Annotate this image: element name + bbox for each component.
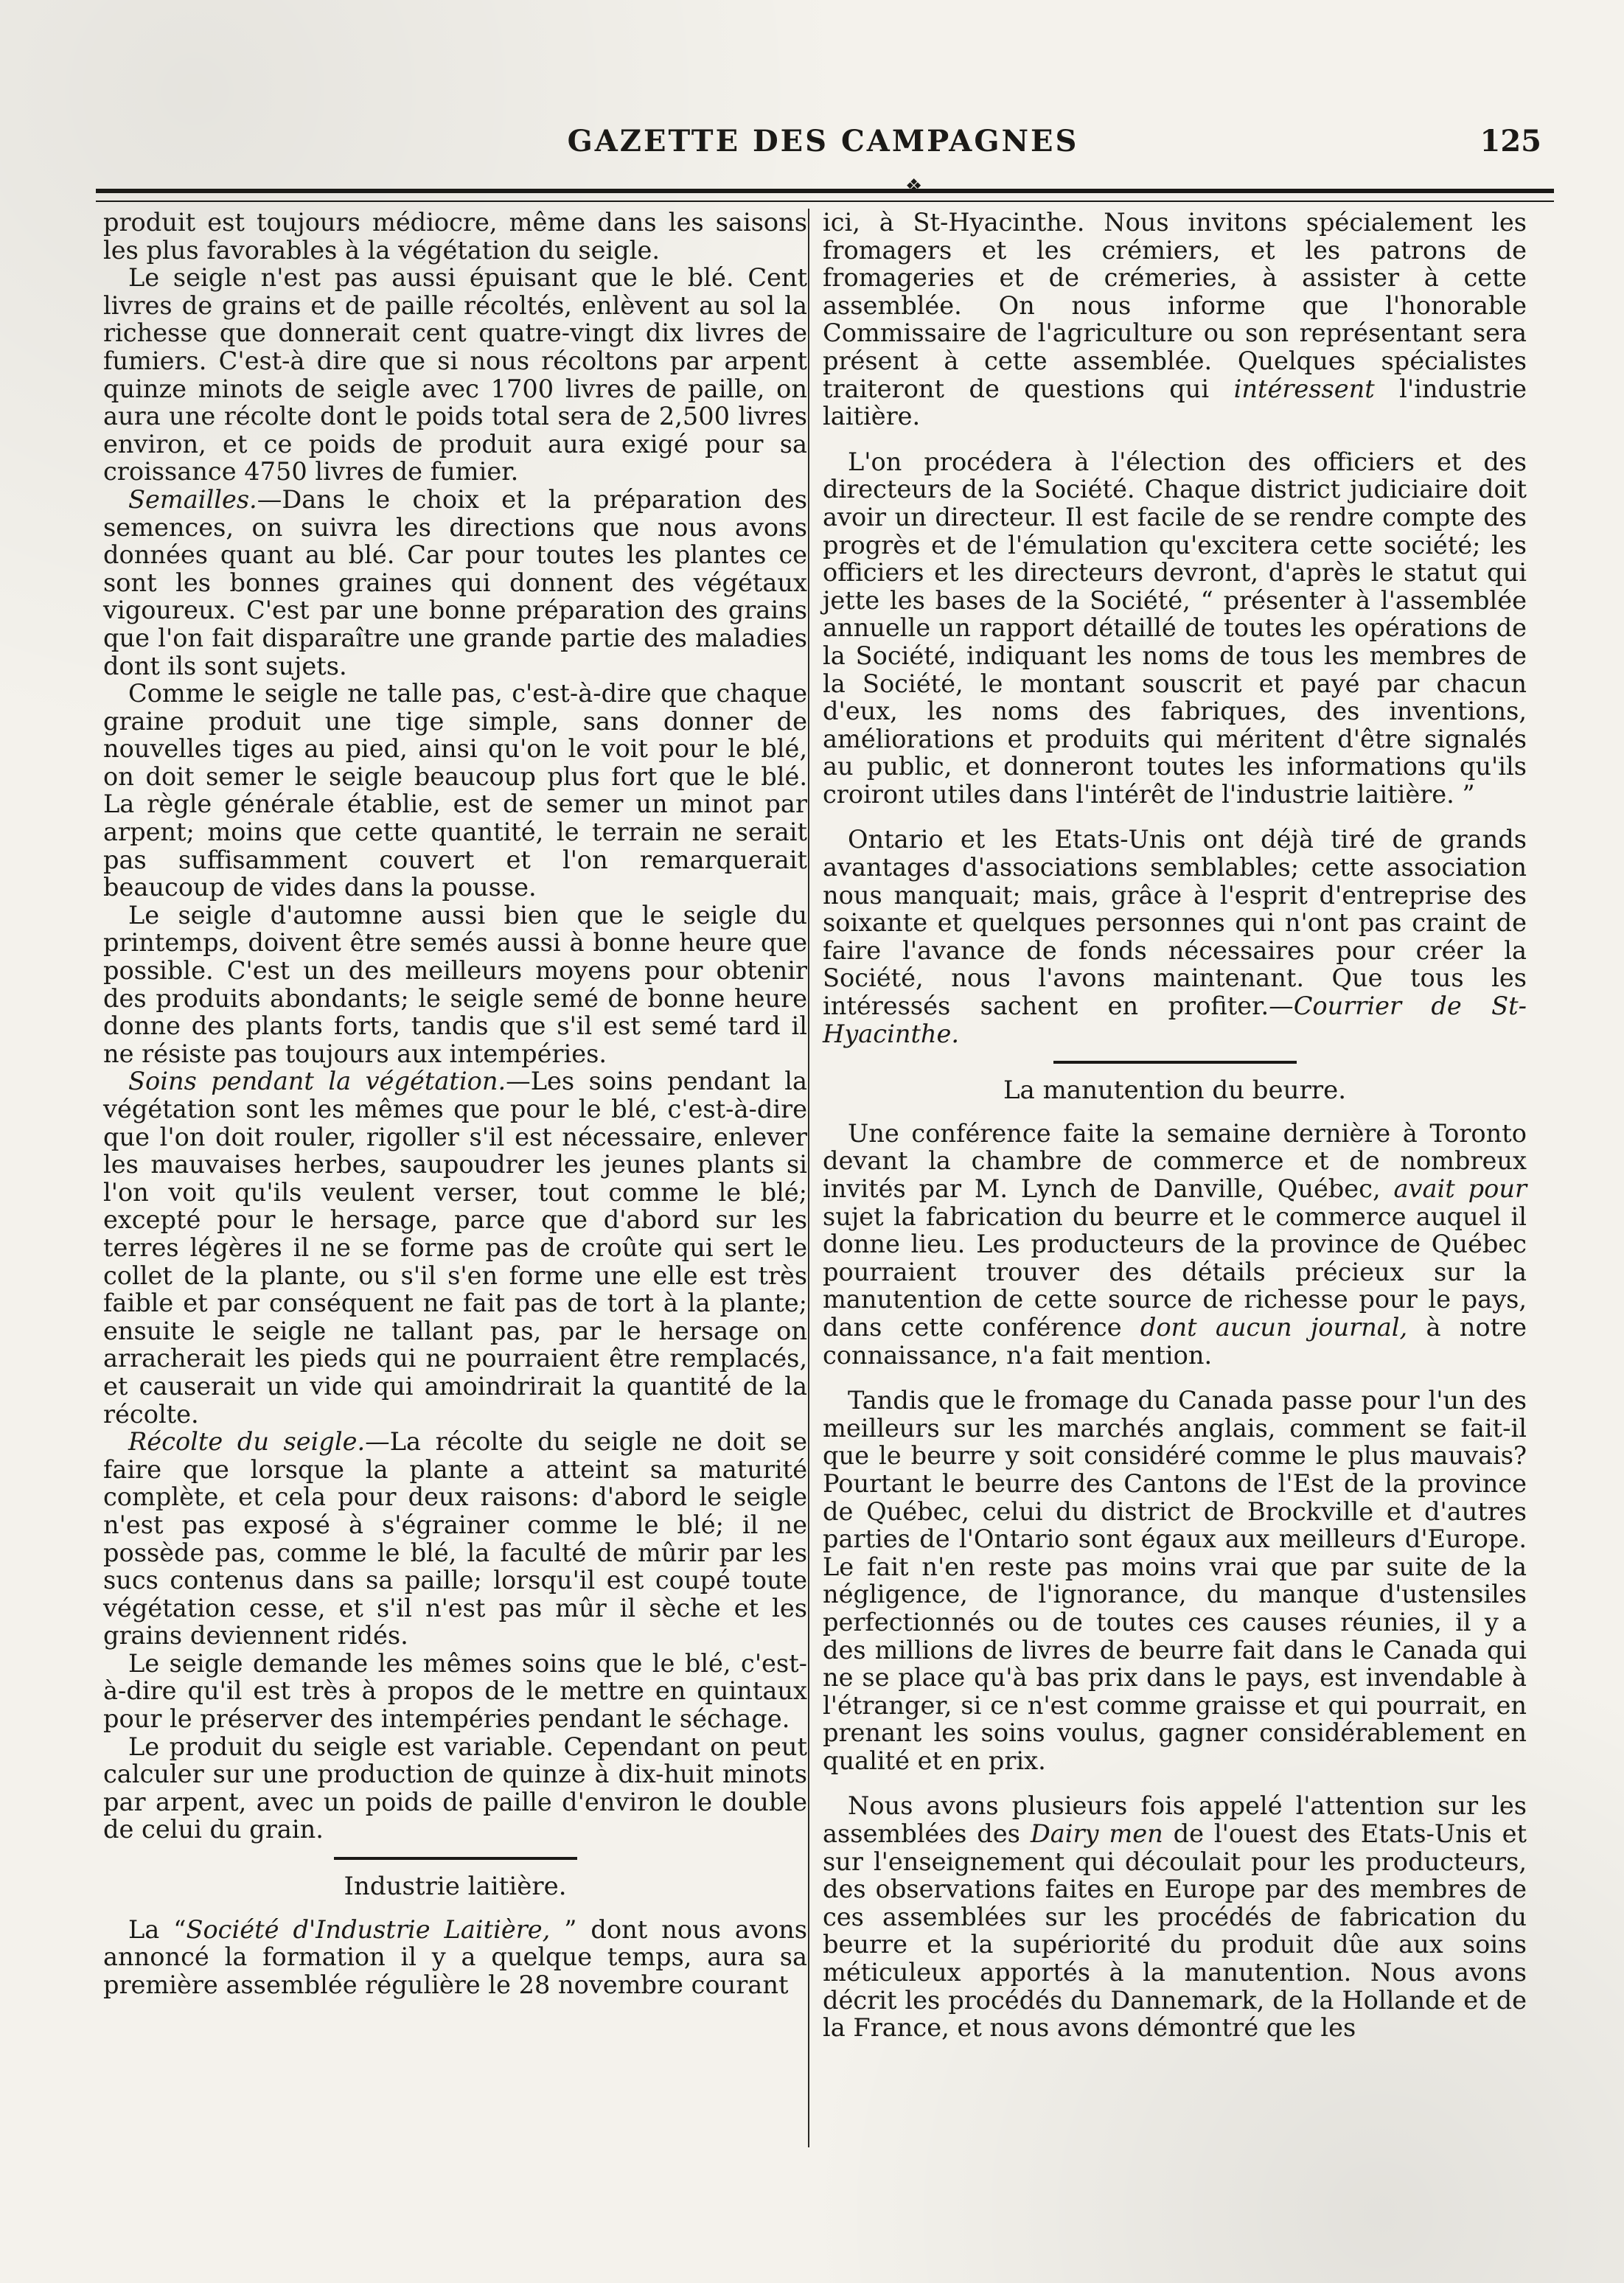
paragraph: Le seigle n'est pas aussi épuisant que le blé. Cent livres de grains et de paille récoltés, enlèvent au sol la richesse que donnerait cent quatre-vingt dix livres de fumiers. C'est-à dire que si nous récoltons par arpent quinze minots de seigle avec 1700 livres de paille, on aura une récolte dont le poids total sera de 2,500 livres environ, et ce poids de produit aura exigé pour sa croissance 4750 livres de fumier. <box>103 263 807 487</box>
paragraph <box>103 1916 807 1999</box>
paragraph: Le seigle d'automne aussi bien que le seigle du printemps, doivent être semés aussi à bonne heure que possible. C'est un des meilleurs moyens pour obtenir des produits abondants; le seigle semé de bonne heure donne des plants forts, tandis que s'il est semé tard il ne résiste pas toujours aux intempéries. <box>103 900 807 1068</box>
emphasis: intéressent <box>1233 374 1375 403</box>
paragraph-text: sujet la fabrication du beurre et le commerce auquel il donne lieu. Les producteurs de la province de Québec pourraient trouver des détails précieux sur la manutention de cette source de richesse pour le pays, dans cette conférence <box>823 1202 1527 1342</box>
paragraph-text: Ontario et les Etats-Unis ont déjà tiré de grands avantages d'associations semblables; cette association nous manquait; mais, grâce à l'esprit d'entreprise des soixante et quelques personnes qui n'ont pas craint de faire l'avance de fonds nécessaires pour créer la Société, nous l'avons maintenant. Que tous les intéressés sachent en profiter. <box>823 825 1527 1021</box>
paragraph <box>823 1792 1527 2041</box>
column-divider <box>808 209 809 2147</box>
paragraph: produit est toujours médiocre, même dans les saisons les plus favorables à la végétation du seigle. <box>103 208 807 265</box>
emphasis: avait pour <box>1393 1174 1527 1203</box>
paragraph: Le seigle demande les mêmes soins que le blé, c'est-à-dire qu'il est très à propos de le mettre en quintaux pour le préserver des intempéries pendant le séchage. <box>103 1648 807 1734</box>
emphasis: dont aucun journal, <box>1140 1312 1408 1342</box>
paragraph-text: à notre connaissance, n'a fait mention. <box>823 1312 1527 1370</box>
subhead-inline: Soins pendant la végétation. <box>128 1067 506 1096</box>
newspaper-title: GAZETTE DES CAMPAGNES <box>567 124 1079 158</box>
section-separator <box>334 1857 577 1864</box>
paragraph: L'on procédera à l'élection des officiers et des directeurs de la Société. Chaque district judiciaire doit avoir un directeur. Il est facile de se rendre compte des progrès et de l'émulation qu'excitera cette société; les officiers et les directeurs devront, d'après le statut qui jette les bases de la Société, “ présenter à l'assemblée annuelle un rapport détaillé de toutes les opérations de la Société, indiquant les noms de tous les membres de la Société, le montant souscrit et payé par chacun d'eux, les noms des fabriques, des inventions, améliorations et produits qui méritent d'être signalés au public, et donneront toutes les informations qu'ils croiront utiles dans l'intérêt de l'industrie laitière. ” <box>823 447 1527 809</box>
page-header <box>96 124 1550 168</box>
section-title-industrie: Industrie laitière. <box>344 1872 567 1902</box>
paragraph-text: l'industrie laitière. <box>823 374 1527 431</box>
paragraph <box>823 1120 1527 1369</box>
quote-open: La “ <box>128 1914 187 1944</box>
subhead-inline: Récolte du seigle. <box>128 1427 366 1457</box>
subhead-inline: Semailles. <box>128 484 257 514</box>
paragraph <box>103 486 807 680</box>
source-signature: —Courrier de St-Hyacinthe. <box>823 991 1527 1048</box>
left-column <box>103 209 807 1998</box>
ornament-icon: ❖ <box>905 175 923 198</box>
emphasis: Dairy men <box>1030 1819 1163 1849</box>
right-column <box>823 209 1527 2042</box>
paragraph <box>823 826 1527 1048</box>
paragraph-text: ” dont nous avons annoncé la formation il y a quelque temps, aura sa première assemblée régulière le 28 novembre courant <box>103 1914 807 1999</box>
section-separator <box>1053 1061 1297 1068</box>
paragraph: Le produit du seigle est variable. Cependant on peut calculer sur une production de quinze à dix-huit minots par arpent, avec un poids de paille d'environ le double de celui du grain. <box>103 1732 807 1844</box>
paragraph-text: Nous avons plusieurs fois appelé l'attention sur les assemblées des <box>823 1791 1527 1849</box>
paragraph: Comme le seigle ne talle pas, c'est-à-dire que chaque graine produit une tige simple, sans donner de nouvelles tiges au pied, ainsi qu'on le voit pour le blé, on doit semer le seigle beaucoup plus fort que le blé. La règle générale établie, est de semer un minot par arpent; moins que cette quantité, le terrain ne serait pas suffisamment couvert et l'on remarquerait beaucoup de vides dans la pousse. <box>103 679 807 902</box>
page-number: 125 <box>1480 124 1541 158</box>
paragraph: Tandis que le fromage du Canada passe pour l'un des meilleurs sur les marchés anglais, comment se fait-il que le beurre y soit considéré comme le plus mauvais? Pourtant le beurre des Cantons de l'Est de la province de Québec, celui du district de Brockville et d'autres parties de l'Ontario sont égaux aux meilleurs d'Europe. Le fait n'en reste pas moins vrai que par suite de la négligence, de l'ignorance, du manque d'ustensiles perfectionnés ou de toutes ces causes réunies, il y a des millions de livres de beurre fait dans le Canada qui ne se place qu'à bas prix dans le pays, est invendable à l'étranger, si ce n'est comme graisse et qui pourrait, en prenant les soins voulus, gagner considérablement en qualité et en prix. <box>823 1386 1527 1775</box>
paragraph-text: —La récolte du seigle ne doit se faire que lorsque la plante a atteint sa maturité complète, et cela pour deux raisons: d'abord le seigle n'est pas exposé à s'égrainer comme le blé; il ne possède pas, comme le blé, la faculté de mûrir par les sucs contenus dans sa paille; lorsqu'il est coupé toute végétation cesse, et s'il n'est pas mûr il sèche et les grains deviennent ridés. <box>103 1427 807 1651</box>
paragraph-text: —Dans le choix et la préparation des semences, on suivra les directions que nous avons données quant au blé. Car pour toutes les plantes ce sont les bonnes graines qui donnent des végétaux vigoureux. C'est par une bonne préparation des grains que l'on fait disparaître une grande partie des maladies dont ils sont sujets. <box>103 484 807 680</box>
paragraph <box>103 1067 807 1428</box>
header-double-rule <box>96 189 1554 202</box>
paragraph <box>823 209 1527 431</box>
paragraph-text: —Les soins pendant la végétation sont les mêmes que pour le blé, c'est-à-dire que l'on doit rouler, rigoller s'il est nécessaire, enlever les mauvaises herbes, saupoudrer les jeunes plants si l'on voit qu'ils veulent verser, tout comme le blé; excepté pour le hersage, parce que d'abord sur les terres légères il ne se forme pas de croûte qui sert le collet de la plante, ou s'il s'en forme une elle est très faible et par conséquent ne fait pas de tort à la plante; ensuite le seigle ne tallant pas, par le hersage on arracherait les pieds qui ne pourraient être remplacés, et causerait un vide qui amoindrirait la quantité de la récolte. <box>103 1067 807 1429</box>
paragraph <box>103 1428 807 1650</box>
society-name: Société d'Industrie Laitière, <box>186 1914 551 1944</box>
paragraph-text: Une conférence faite la semaine dernière à Toronto devant la chambre de commerce et de nombreux invités par M. Lynch de Danville, Québec, <box>823 1118 1527 1203</box>
paragraph-text: ici, à St-Hyacinthe. Nous invitons spécialement les fromagers et les crémiers, et les patrons de fromageries et de crémeries, à assister à cette assemblée. On nous informe que l'honorable Commissaire de l'agriculture ou son représentant sera présent à cette assemblée. Quelques spécialistes traiteront de questions qui <box>823 208 1527 403</box>
section-title-beurre: La manutention du beurre. <box>1003 1076 1347 1106</box>
paragraph-text: de l'ouest des Etats-Unis et sur l'enseignement qui découlait pour les producteurs, des observations faites en Europe par des membres de ces assemblées sur les procédés de fabrication du beurre et la supériorité du produit dûe aux soins méticuleux apportés à la manutention. Nous avons décrit les procédés du Dannemark, de la Hollande et de la France, et nous avons démontré que les <box>823 1819 1527 2043</box>
